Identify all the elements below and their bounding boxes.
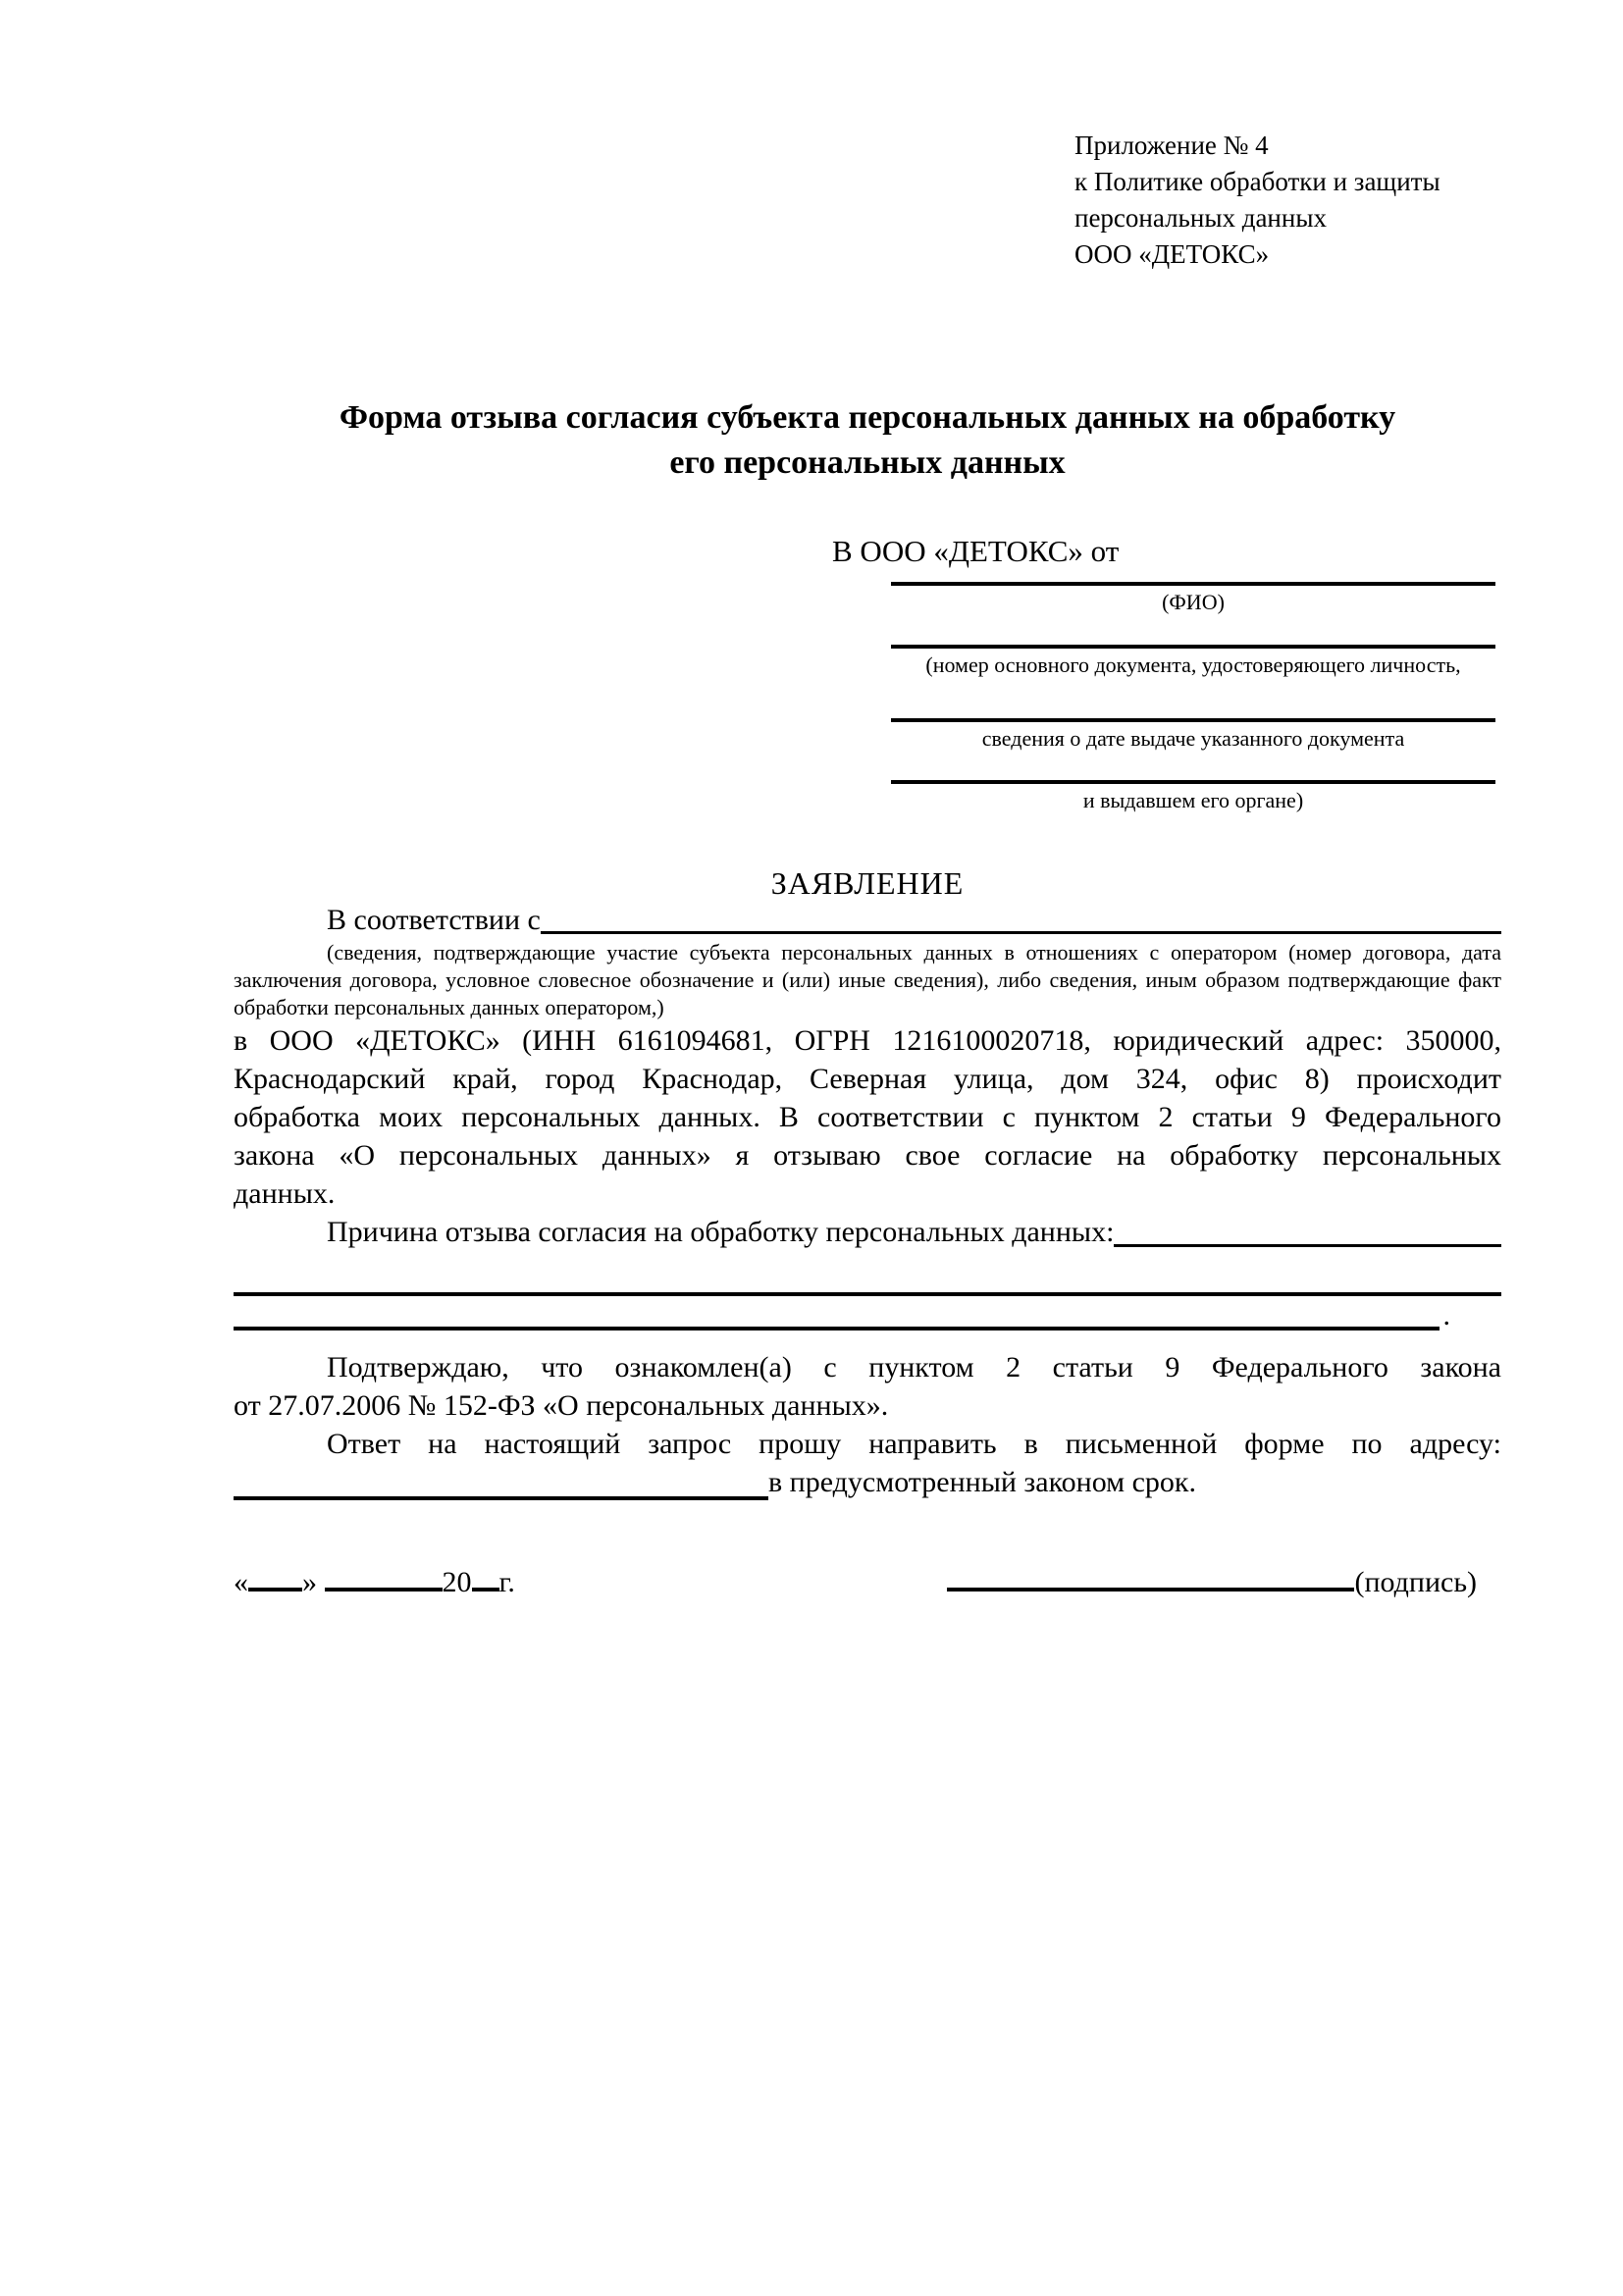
doc-number-blank-line [891,645,1495,649]
doc-issuer-blank-line [891,780,1495,784]
reason-label: Причина отзыва согласия на обработку персональных данных: [327,1216,1115,1248]
addressee-line: В ООО «ДЕТОКС» от [832,534,1120,568]
reason-row [234,1213,1501,1252]
fio-blank-line [891,582,1495,586]
statement-body [234,901,1501,1502]
date-quote-open: « [234,1566,248,1598]
according-prefix: В соответствии с [327,904,541,936]
doc-issuer-caption: и выдавшем его органе) [1082,788,1304,812]
date-field [234,1566,515,1599]
date-day-blank [248,1588,302,1592]
body-line: закона «О персональных данных» я отзываю свое согласие на обработку персональных [234,1139,1501,1172]
date-month-blank [325,1588,443,1592]
confirm-line: от 27.07.2006 № 152-ФЗ «О персональных данных». [234,1389,889,1422]
date-year-suffix: г. [498,1566,515,1598]
reason-extra-blank-line-2 [234,1296,1501,1331]
statement-heading: ЗАЯВЛЕНИЕ [770,865,965,901]
confirm-line: Подтверждаю, что ознакомлен(а) с пунктом 2 статьи 9 Федерального закона [327,1351,1501,1383]
title-line-2: его персональных данных [669,444,1066,481]
signature-field [947,1566,1477,1599]
fio-caption: (ФИО) [1162,590,1225,614]
doc-number-caption: (номер основного документа, удостоверяющего личность, [925,652,1461,677]
reply-address-blank-line [234,1463,768,1500]
body-line: в ООО «ДЕТОКС» (ИНН 6161094681, ОГРН 1216100020718, юридический адрес: 350000, [234,1024,1501,1057]
annex-line: персональных данных [1074,203,1327,233]
reason-blank-line [1114,1213,1501,1247]
note-line: (сведения, подтверждающие участие субъекта персональных данных в отношениях с оператором (номер договора, дата [327,940,1501,965]
signature-caption: (подпись) [1354,1566,1477,1598]
reply-paragraph [234,1425,1501,1502]
annex-line: ООО «ДЕТОКС» [1074,239,1270,269]
reply-line-1: Ответ на настоящий запрос прошу направить в письменной форме по адресу: [327,1428,1501,1460]
doc-issue-date-blank-line [891,718,1495,722]
annex-header [1074,128,1440,273]
according-row [234,901,1501,939]
title-line-1: Форма отзыва согласия субъекта персональных данных на обработку [339,399,1396,436]
according-blank-line [541,901,1501,934]
document-title [234,395,1501,486]
reason-extra-blank-line-1 [234,1252,1501,1296]
body-line: обработка моих персональных данных. В соответствии с пунктом 2 статьи 9 Федерального [234,1101,1501,1133]
date-signature-row [234,1566,1501,1599]
reply-line-2 [234,1463,1501,1502]
reply-line-2-text: в предусмотренный законом срок. [768,1466,1196,1498]
doc-issue-date-caption: сведения о дате выдаче указанного документа [981,726,1405,751]
annex-line: к Политике обработки и защиты [1074,167,1440,196]
date-quote-close: » [302,1566,317,1598]
reason-tail-period: . [1442,1299,1450,1331]
signature-blank-line [947,1588,1354,1592]
body-line: данных. [234,1177,336,1210]
date-year-blank [472,1588,499,1592]
reason-blank-line-2 [234,1296,1440,1331]
confirm-paragraph [234,1348,1501,1425]
main-paragraph [234,1021,1501,1213]
annex-line: Приложение № 4 [1074,130,1269,160]
body-line: Краснодарский край, город Краснодар, Северная улица, дом 324, офис 8) происходит [234,1063,1501,1095]
date-year-prefix: 20 [442,1566,472,1598]
statement-note [234,939,1501,1021]
note-line: заключения договора, условное словесное обозначение и (или) иные сведения), либо сведения, иным образом подтверждающие факт [234,967,1501,992]
note-line: обработки персональных данных оператором,) [234,995,664,1019]
